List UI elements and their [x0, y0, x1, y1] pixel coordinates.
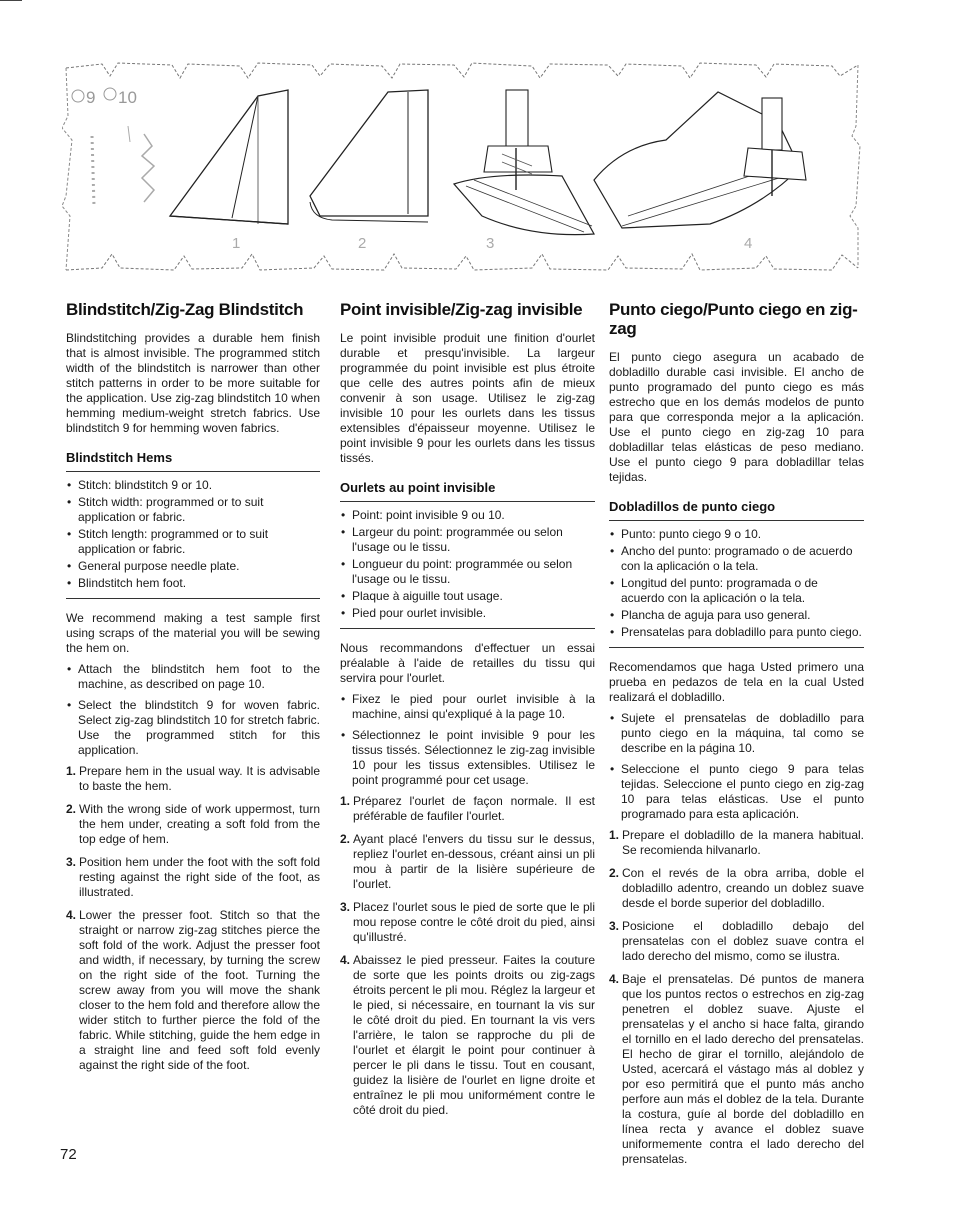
recommendation-paragraph: Nous recommandons d'effectuer un essai préalable à l'aide de retailles du tissu qui servira pour l'ourlet. — [340, 641, 595, 685]
settings-item: • Prensatelas para dobladillo para punto ciego. — [609, 625, 864, 640]
column-french — [340, 300, 595, 1126]
settings-item: • Point: point invisible 9 ou 10. — [340, 508, 595, 523]
instruction-bullet: • Sujete el prensatelas de dobladillo para punto ciego en la máquina, tal como se describe en la página 10. — [609, 711, 864, 756]
step-2 — [340, 832, 595, 892]
step-1 — [66, 764, 320, 794]
settings-item: • Ancho del punto: programado o de acuerdo con la aplicación o la tela. — [609, 544, 864, 574]
step-2 — [609, 866, 864, 911]
step-3 — [609, 919, 864, 964]
step-number: 2. — [340, 832, 351, 846]
subsection-title: Dobladillos de punto ciego — [609, 499, 864, 521]
step-number: 2. — [66, 802, 77, 816]
column-spanish — [609, 300, 864, 1175]
step-number: 1. — [609, 828, 620, 842]
settings-item: • Pied pour ourlet invisible. — [340, 606, 595, 621]
step-number: 4. — [340, 953, 351, 967]
panel-number-1: 1 — [232, 235, 241, 252]
step-text: With the wrong side of work uppermost, turn the hem under, creating a soft fold from the top edge of hem. — [79, 802, 320, 846]
column-english — [66, 300, 320, 1081]
step-1 — [340, 794, 595, 824]
settings-item: • Stitch width: programmed or to suit application or fabric. — [66, 495, 320, 525]
page-number: 72 — [60, 1146, 77, 1163]
intro-paragraph: Blindstitching provides a durable hem finish that is almost invisible. The programmed stitch width of the blindstitch is narrower than other stitch patterns in order to be more suitable for the application. Use zig-zag blindstitch 10 when hemming medium-weight stretch fabrics. Use blindstitch 9 for hemming woven fabrics. — [66, 331, 320, 435]
step-1 — [609, 828, 864, 858]
instruction-bullet: • Select the blindstitch 9 for woven fabric. Select zig-zag blindstitch 10 for stretch fabric. Use the programmed stitch for this application. — [66, 698, 320, 758]
settings-list — [340, 508, 595, 629]
settings-list — [609, 527, 864, 648]
panel-number-4: 4 — [744, 235, 753, 252]
step-text: Prepare el dobladillo de la manera habitual. Se recomienda hilvanarlo. — [622, 828, 864, 857]
panel-number-3: 3 — [486, 235, 495, 252]
settings-item: • Longitud del punto: programada o de acuerdo con la aplicación o la tela. — [609, 576, 864, 606]
settings-item: • Plancha de aguja para uso general. — [609, 608, 864, 623]
setting-digit-10: 10 — [118, 88, 137, 107]
step-text: Lower the presser foot. Stitch so that the straight or narrow zig-zag stitches pierce the soft fold of the work. Adjust the presser foot and width, if necessary, by turning the screw on the right side of the foot. Turning the screw away from you will move the shank closer to the hem fold and therefore allow the wider stitch to further pierce the fold of the fabric. While stitching, guide the hem edge in a straight line and feed soft fold evenly against the right side of the foot. — [79, 908, 320, 1072]
settings-item: • Punto: punto ciego 9 o 10. — [609, 527, 864, 542]
instruction-bullet: • Fixez le pied pour ourlet invisible à la machine, ainsi qu'expliqué à la page 10. — [340, 692, 595, 722]
section-title: Blindstitch/Zig-Zag Blindstitch — [66, 300, 304, 319]
settings-item: • General purpose needle plate. — [66, 559, 320, 574]
instruction-bullet: • Sélectionnez le point invisible 9 pour les tissus tissés. Sélectionnez le zig-zag invisible 10 pour les tissus extensibles. Utilisez le point programmé pour cet usage. — [340, 728, 595, 788]
blindstitch-illustration-strip — [62, 56, 864, 278]
subsection-title: Ourlets au point invisible — [340, 480, 595, 502]
step-text: Préparez l'ourlet de façon normale. Il est préférable de faufiler l'ourlet. — [353, 794, 595, 823]
settings-item: • Largeur du point: programmée ou selon l'usage ou le tissu. — [340, 525, 595, 555]
recommendation-paragraph: We recommend making a test sample first using scraps of the material you will be sewing the hem on. — [66, 611, 320, 655]
step-text: Con el revés de la obra arriba, doble el dobladillo adentro, creando un doblez suave desde el borde superior del dobladillo. — [622, 866, 864, 910]
hem-folding-illustration — [62, 56, 864, 278]
step-text: Prepare hem in the usual way. It is advisable to baste the hem. — [79, 764, 320, 793]
intro-paragraph: El punto ciego asegura un acabado de dobladillo durable casi invisible. El ancho de punto programado del punto ciego es más estrecho que en los demás modelos de punto para que corresponda mejor a la aplicación. Use el punto ciego en zig-zag 10 para dobladillar telas elásticas de peso mediano. Use el punto ciego 9 para dobladillar telas tejidas. — [609, 350, 864, 484]
setting-digit-9: 9 — [86, 88, 96, 107]
recommendation-paragraph: Recomendamos que haga Usted primero una prueba en pedazos de tela en la cual Usted realizará el dobladillo. — [609, 660, 864, 704]
step-text: Position hem under the foot with the soft fold resting against the right side of the foot, as illustrated. — [79, 855, 320, 899]
step-text: Baje el prensatelas. Dé puntos de manera que los puntos rectos o estrechos en zig-zag penetren el doblez suave. Ajuste el prensatelas y el ancho si hace falta, girando el tornillo en el lado derecho del prensatelas. El hecho de girar el tornillo, alejándolo de Usted, acercará el vástago más al doblez y por eso permitirá que el punto más ancho perfore aun más el doblez de la tela. Durante la costura, guíe al borde del dobladillo en línea recta y avance el doblez suave uniformemente contra el lado derecho del prensatelas. — [622, 972, 864, 1166]
step-text: Abaissez le pied presseur. Faites la couture de sorte que les points droits ou zig-zags étroits percent le pli mou. Réglez la largeur et le pied, si nécessaire, en tournant la vis sur le côté droit du pied. En tournant la vis vers l'arrière, le talon se rapproche du pli de l'ourlet et élargit le point pour continuer à percer le pli dans le tissu. Tout en cousant, guidez la lisière de l'ourlet en ligne droite et entraînez le pli mou uniformément contre le côté droit du pied. — [353, 953, 595, 1117]
settings-item: • Stitch length: programmed or to suit application or fabric. — [66, 527, 320, 557]
step-number: 3. — [66, 855, 77, 869]
step-4 — [66, 908, 320, 1073]
step-number: 2. — [609, 866, 620, 880]
step-2 — [66, 802, 320, 847]
step-number: 3. — [609, 919, 620, 933]
step-3 — [340, 900, 595, 945]
settings-item: • Longueur du point: programmée ou selon l'usage ou le tissu. — [340, 557, 595, 587]
step-4 — [609, 972, 864, 1167]
step-text: Placez l'ourlet sous le pied de sorte que le pli mou repose contre le côté droit du pied, ainsi qu'illustré. — [353, 900, 595, 944]
panel-number-2: 2 — [358, 235, 367, 252]
section-title: Punto ciego/Punto ciego en zig-zag — [609, 300, 858, 338]
step-number: 1. — [340, 794, 351, 808]
step-3 — [66, 855, 320, 900]
step-4 — [340, 953, 595, 1118]
section-title: Point invisible/Zig-zag invisible — [340, 300, 583, 319]
step-number: 4. — [66, 908, 77, 922]
settings-list — [66, 478, 320, 599]
instruction-bullet: • Seleccione el punto ciego 9 para telas tejidas. Seleccione el punto ciego en zig-zag 10 para telas elásticas. Use el punto programado para esta aplicación. — [609, 762, 864, 822]
corner-crop-mark — [0, 0, 22, 3]
subsection-title: Blindstitch Hems — [66, 450, 320, 472]
step-text: Posicione el dobladillo debajo del prensatelas con el doblez suave contra el lado derecho del mismo, como se ilustra. — [622, 919, 864, 963]
step-number: 1. — [66, 764, 77, 778]
step-number: 3. — [340, 900, 351, 914]
settings-item: • Stitch: blindstitch 9 or 10. — [66, 478, 320, 493]
instruction-bullet: • Attach the blindstitch hem foot to the machine, as described on page 10. — [66, 662, 320, 692]
intro-paragraph: Le point invisible produit une finition d'ourlet durable et presqu'invisible. La largeur programmée du point invisible est plus étroite que celle des autres points afin de mieux convenir à son usage. Utilisez le zig-zag invisible 10 pour les ourlets dans les tissus extensibles d'épaisseur moyenne. Utilisez le point invisible 9 pour les ourlets dans les tissus tissés. — [340, 331, 595, 465]
step-text: Ayant placé l'envers du tissu sur le dessus, repliez l'ourlet en-dessous, créant ainsi un pli mou à partir de la lisière supérieure de l'ourlet. — [353, 832, 595, 891]
settings-item: • Plaque à aiguille tout usage. — [340, 589, 595, 604]
step-number: 4. — [609, 972, 620, 986]
settings-item: • Blindstitch hem foot. — [66, 576, 320, 591]
